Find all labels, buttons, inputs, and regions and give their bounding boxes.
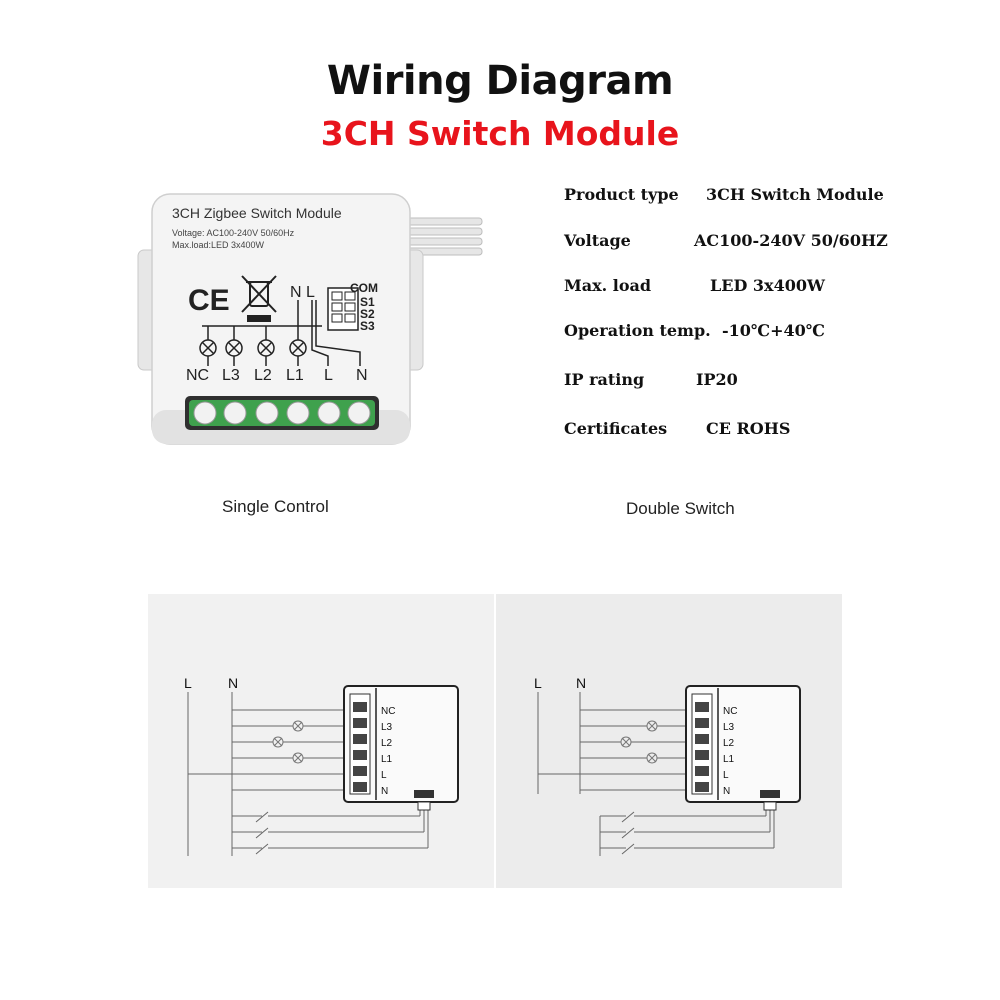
spec-value-ip-rating: IP20 bbox=[696, 370, 738, 389]
wiring-label-l1: L1 bbox=[381, 754, 393, 765]
wiring-label-l1: L1 bbox=[723, 754, 735, 765]
terminal-label-l1: L1 bbox=[286, 367, 304, 384]
terminal-label-n: N bbox=[356, 367, 368, 384]
caption-double-switch: Double Switch bbox=[626, 499, 735, 518]
diagram-title: Wiring Diagram bbox=[326, 58, 674, 104]
ce-mark: CE bbox=[188, 284, 230, 317]
wiring-label-n: N bbox=[381, 786, 389, 797]
line-label-l: L bbox=[184, 675, 192, 691]
spec-label-certificates: Certificates bbox=[564, 419, 668, 438]
spec-value-certificates: CE ROHS bbox=[706, 419, 791, 438]
spec-value-operation-temp: -10℃+40℃ bbox=[722, 321, 825, 340]
wiring-module bbox=[686, 686, 800, 810]
spec-label-ip-rating: IP rating bbox=[564, 370, 645, 389]
switch-terminal-com: COM bbox=[350, 281, 378, 295]
wiring-label-l: L bbox=[723, 770, 729, 781]
wiring-panel-single-control bbox=[148, 594, 494, 888]
wiring-panel-double-switch bbox=[496, 594, 842, 888]
screw-terminal-block bbox=[185, 396, 379, 430]
module-wires bbox=[400, 218, 482, 255]
terminal-label-l3: L3 bbox=[222, 367, 240, 384]
switch-terminal-s3: S3 bbox=[360, 319, 375, 333]
module-illustration bbox=[130, 180, 500, 460]
line-label-n: N bbox=[228, 675, 239, 691]
module-name: 3CH Zigbee Switch Module bbox=[172, 205, 342, 221]
switch-terminal-s1: S1 bbox=[360, 295, 375, 309]
line-label-n: N bbox=[576, 675, 587, 691]
caption-single-control: Single Control bbox=[222, 497, 329, 516]
line-label-l: L bbox=[534, 675, 542, 691]
wiring-label-l: L bbox=[381, 770, 387, 781]
terminal-label-nc: NC bbox=[186, 367, 210, 384]
module-voltage: Voltage: AC100-240V 50/60Hz bbox=[172, 228, 295, 238]
spec-value-product-type: 3CH Switch Module bbox=[706, 185, 884, 204]
spec-value-voltage: AC100-240V 50/60HZ bbox=[694, 231, 888, 250]
switch-terminal-s2: S2 bbox=[360, 307, 375, 321]
spec-label-voltage: Voltage bbox=[564, 231, 631, 250]
spec-label-max-load: Max. load bbox=[564, 276, 652, 295]
wiring-label-l2: L2 bbox=[723, 738, 735, 749]
module-label-n: N bbox=[290, 284, 302, 301]
diagram-subtitle: 3CH Switch Module bbox=[320, 114, 680, 153]
wiring-label-l3: L3 bbox=[381, 722, 393, 733]
wiring-label-n: N bbox=[723, 786, 731, 797]
spec-value-max-load: LED 3x400W bbox=[710, 276, 825, 295]
wiring-label-l3: L3 bbox=[723, 722, 735, 733]
wiring-module bbox=[344, 686, 458, 810]
module-label-l: L bbox=[306, 284, 315, 301]
terminal-label-l2: L2 bbox=[254, 367, 272, 384]
module-load: Max.load:LED 3x400W bbox=[172, 240, 265, 250]
wiring-label-nc: NC bbox=[381, 706, 396, 717]
wiring-label-nc: NC bbox=[723, 706, 738, 717]
terminal-label-l: L bbox=[324, 367, 333, 384]
spec-label-operation-temp: Operation temp. bbox=[564, 321, 711, 340]
spec-label-product-type: Product type bbox=[564, 185, 679, 204]
wiring-label-l2: L2 bbox=[381, 738, 393, 749]
